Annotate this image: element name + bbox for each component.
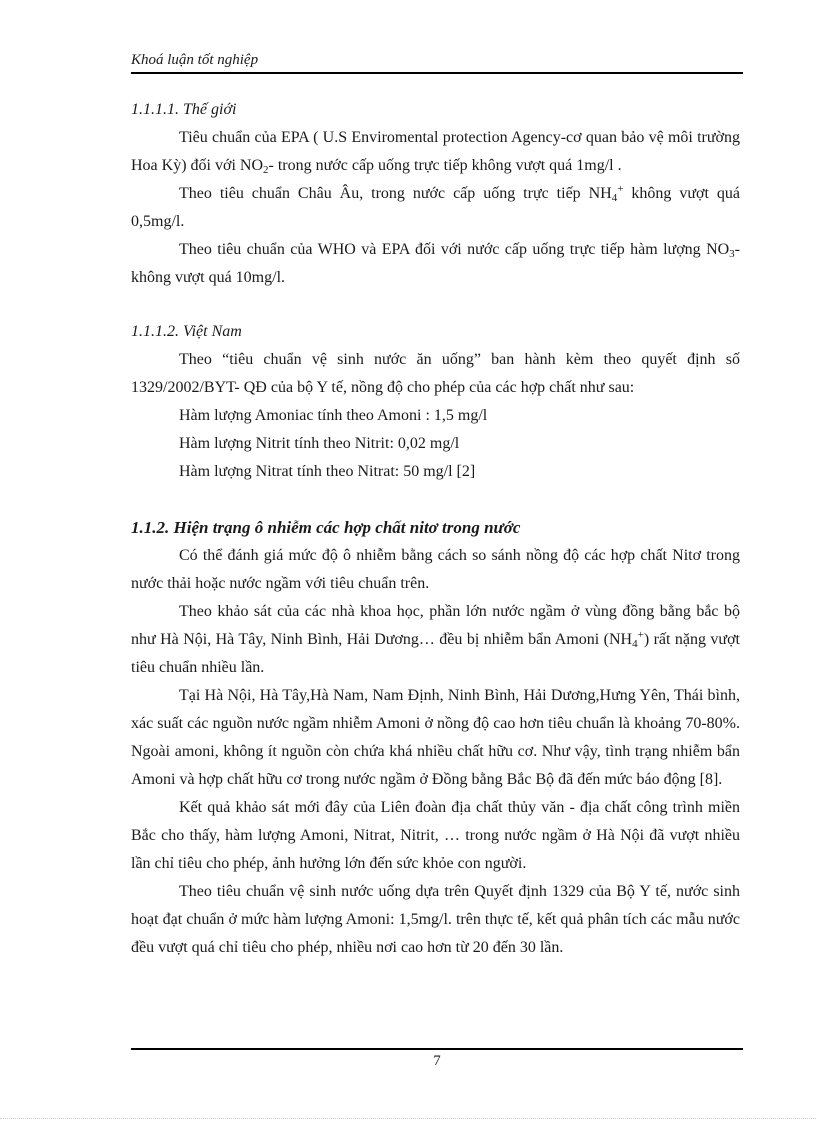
paragraph-who	[131, 236, 740, 292]
text-run: Theo khảo sát của các nhà khoa học, phần lớn nước ngầm ở vùng đồng bằng bắc bộ như Hà Nội, Hà Tây, Ninh Bình, Hải Dương… đều bị nhiễm bẩn Amoni (NH	[131, 603, 740, 648]
spacer	[131, 486, 740, 514]
list-item: Hàm lượng Nitrat tính theo Nitrat: 50 mg/l [2]	[179, 463, 476, 480]
paragraph-decision-1329: Theo tiêu chuẩn vệ sinh nước uống dựa trên Quyết định 1329 của Bộ Y tế, nước sinh hoạt đạt chuẩn ở mức hàm lượng Amoni: 1,5mg/l. trên thực tế, kết quả phân tích các mẫu nước đều vượt quá chỉ tiêu cho phép, nhiều nơi cao hơn từ 20 đến 30 lần.	[131, 883, 740, 956]
list-item: Hàm lượng Amoniac tính theo Amoni : 1,5 mg/l	[179, 407, 488, 424]
running-header: Khoá luận tốt nghiệp	[131, 52, 259, 68]
text-run: ) rất nặng vượt tiêu chuẩn nhiều lần.	[131, 631, 741, 676]
subscript: 3	[729, 248, 735, 260]
paragraph-assessment: Có thể đánh giá mức độ ô nhiễm bằng cách so sánh nồng độ các hợp chất Nitơ trong nước thải hoặc nước ngầm với tiêu chuẩn trên.	[131, 547, 740, 592]
text-run: không vượt quá 0,5mg/l.	[131, 185, 740, 230]
heading-status: 1.1.2. Hiện trạng ô nhiễm các hợp chất nitơ trong nước	[131, 518, 521, 537]
paragraph-standard: Theo “tiêu chuẩn vệ sinh nước ăn uống” ban hành kèm theo quyết định số 1329/2002/BYT- QĐ của bộ Y tế, nồng độ cho phép của các hợp chất như sau:	[131, 351, 740, 396]
paragraph-hydrogeology: Kết quả khảo sát mới đây của Liên đoàn địa chất thủy văn - địa chất công trình miền Bắc cho thấy, hàm lượng Amoni, Nitrat, Nitrit, … trong nước ngầm ở Hà Nội đã vượt nhiều lần chỉ tiêu cho phép, ảnh hưởng lớn đến sức khỏe con người.	[131, 799, 740, 872]
paragraph-europe	[131, 180, 740, 236]
text-run: - không vượt quá 10mg/l.	[131, 241, 740, 286]
page-number: 7	[433, 1053, 441, 1069]
paragraph-epa	[131, 124, 740, 180]
text-run: Theo tiêu chuẩn của WHO và EPA đối với nước cấp uống trực tiếp hàm lượng NO	[179, 241, 730, 258]
paragraph-provinces: Tại Hà Nội, Hà Tây,Hà Nam, Nam Định, Ninh Bình, Hải Dương,Hưng Yên, Thái bình, xác suất các nguồn nước ngầm nhiễm Amoni ở nồng độ cao hơn tiêu chuẩn là khoảng 70-80%. Ngoài amoni, không ít nguồn còn chứa khá nhiều chất hữu cơ. Như vậy, tình trạng nhiễm bẩn Amoni và hợp chất hữu cơ trong nước ngầm ở Đồng bằng Bắc Bộ đã đến mức báo động [8].	[131, 687, 740, 788]
text-run: - trong nước cấp uống trực tiếp không vượt quá 1mg/l .	[268, 157, 622, 174]
heading-vietnam: 1.1.1.2. Việt Nam	[131, 323, 242, 340]
page-bottom-border	[0, 1118, 816, 1119]
heading-world: 1.1.1.1. Thế giới	[131, 101, 237, 118]
footer-divider	[131, 1048, 743, 1050]
list-item: Hàm lượng Nitrit tính theo Nitrit: 0,02 mg/l	[179, 435, 460, 452]
paragraph-survey	[131, 598, 740, 682]
subscript: 4	[611, 192, 618, 204]
subscript: 4	[632, 638, 638, 650]
superscript: +	[617, 183, 624, 195]
spacer	[131, 292, 740, 318]
page-body	[131, 96, 740, 962]
superscript: +	[637, 629, 644, 641]
header-divider	[131, 72, 743, 74]
text-run: Tiêu chuẩn của EPA ( U.S Enviromental protection Agency-cơ quan bảo vệ môi trường Hoa Kỳ) đối với NO	[131, 129, 740, 174]
subscript: 2	[263, 164, 269, 176]
text-run: Theo tiêu chuẩn Châu Âu, trong nước cấp uống trực tiếp NH	[179, 185, 612, 202]
